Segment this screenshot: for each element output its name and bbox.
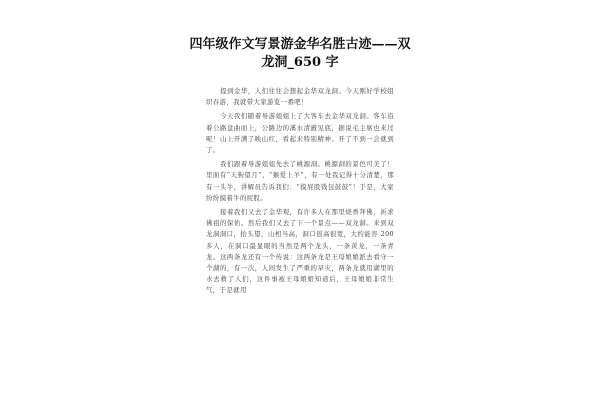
paragraph-2: 今天我们随着导游姐姐上了大客车去金华双龙洞。客车沿着公路盘曲而上，公路边的溪水清澈见底，据说毛主席也来过呢！山上开满了映山红，看起来特别精神。开了不到一会就到了。 [206, 112, 394, 155]
document-title-line-1: 四年级作文写景游金华名胜古迹——双 [189, 37, 411, 52]
paragraph-4: 接着我们又去了金华观，有许多人在那里烧香拜佛，祈求佛祖的保佑。然后我们又去了下一个景点——双龙洞。来到双龙洞洞口，抬头望，山相当高，洞口很高很宽，大约能容 200 多人，在洞口最显眼的当然是两个龙头，一条黄龙，一条青龙。这两条龙还有一个传说：这两条龙是王母娘娘派去看守一个湖的，有一次，人间发生了严重的旱灾，两条龙就用湖里的水去救了人们，这件事被王母娘娘知道后，王母娘娘非常生气，于是就用 [206, 208, 394, 295]
paragraph-1: 提到金华，人们往往会想起金华双龙洞。今天刚好学校组织春游，我就带大家游览一番吧！ [206, 87, 394, 107]
document-title [150, 36, 450, 72]
paragraph-3: 我们跟着导游姐姐先去了桃源洞。桃源洞的景色可美了！里面有“天狗望月”、“猴爱上羊”，有一处我记得十分清楚，那有一头牛，讲解员告诉我们：“摸屁股钱包鼓鼓”！于是，大家纷纷摸着牛的屁股。 [206, 160, 394, 202]
document-title-line-2: 龙洞_650 字 [261, 55, 339, 70]
document-body [206, 86, 394, 300]
